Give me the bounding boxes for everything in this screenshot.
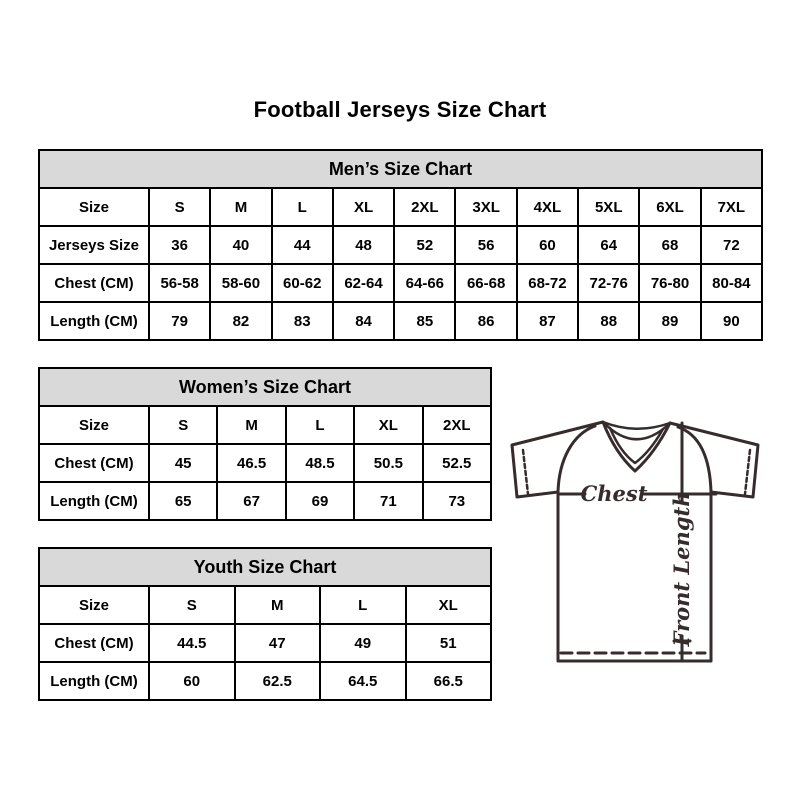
table-cell: 69 bbox=[286, 482, 354, 520]
table-cell: 68 bbox=[639, 226, 700, 264]
table-cell: 4XL bbox=[517, 188, 578, 226]
table-cell: 87 bbox=[517, 302, 578, 340]
table-cell: 52 bbox=[394, 226, 455, 264]
table-cell: 56-58 bbox=[149, 264, 210, 302]
table-cell: 51 bbox=[406, 624, 492, 662]
table-cell: 6XL bbox=[639, 188, 700, 226]
table-cell: 7XL bbox=[701, 188, 762, 226]
table-cell: 82 bbox=[210, 302, 271, 340]
row-label: Chest (CM) bbox=[39, 264, 149, 302]
table-cell: 46.5 bbox=[217, 444, 285, 482]
table-cell: 47 bbox=[235, 624, 321, 662]
row-label: Size bbox=[39, 188, 149, 226]
table-cell: 2XL bbox=[394, 188, 455, 226]
page-title: Football Jerseys Size Chart bbox=[253, 97, 547, 122]
womens-size-table bbox=[38, 367, 492, 521]
table-cell: 72-76 bbox=[578, 264, 639, 302]
table-cell: 49 bbox=[320, 624, 406, 662]
table-cell: L bbox=[320, 586, 406, 624]
table-cell: L bbox=[286, 406, 354, 444]
table-cell: XL bbox=[333, 188, 394, 226]
table-cell: XL bbox=[354, 406, 422, 444]
table-cell: 60 bbox=[149, 662, 235, 700]
table-cell: 44.5 bbox=[149, 624, 235, 662]
table-cell: L bbox=[272, 188, 333, 226]
table-cell: 89 bbox=[639, 302, 700, 340]
table-cell: 86 bbox=[455, 302, 516, 340]
table-cell: 68-72 bbox=[517, 264, 578, 302]
table-cell: 90 bbox=[701, 302, 762, 340]
table-cell: 72 bbox=[701, 226, 762, 264]
front-length-label: Front Length bbox=[669, 491, 694, 647]
row-label: Length (CM) bbox=[39, 302, 149, 340]
table-cell: S bbox=[149, 586, 235, 624]
mens-size-table bbox=[38, 149, 763, 341]
table-cell: 84 bbox=[333, 302, 394, 340]
row-label: Jerseys Size bbox=[39, 226, 149, 264]
chest-label: Chest bbox=[580, 481, 648, 506]
table-cell: S bbox=[149, 406, 217, 444]
table-cell: 88 bbox=[578, 302, 639, 340]
row-label: Size bbox=[39, 406, 149, 444]
womens-table-grid bbox=[38, 367, 492, 521]
table-cell: XL bbox=[406, 586, 492, 624]
table-cell: 45 bbox=[149, 444, 217, 482]
table-cell: 62.5 bbox=[235, 662, 321, 700]
table-cell: S bbox=[149, 188, 210, 226]
table-cell: 64 bbox=[578, 226, 639, 264]
row-label: Length (CM) bbox=[39, 662, 149, 700]
table-cell: 80-84 bbox=[701, 264, 762, 302]
table-cell: 48 bbox=[333, 226, 394, 264]
jersey-right-cuff-stitching bbox=[745, 450, 750, 494]
table-cell: 66.5 bbox=[406, 662, 492, 700]
table-cell: 2XL bbox=[423, 406, 491, 444]
table-cell: 85 bbox=[394, 302, 455, 340]
table-cell: M bbox=[235, 586, 321, 624]
row-label: Size bbox=[39, 586, 149, 624]
table-cell: 60-62 bbox=[272, 264, 333, 302]
table-cell: 73 bbox=[423, 482, 491, 520]
table-cell: 60 bbox=[517, 226, 578, 264]
table-cell: 66-68 bbox=[455, 264, 516, 302]
youth-size-table bbox=[38, 547, 492, 701]
table-cell: 40 bbox=[210, 226, 271, 264]
table-cell: 56 bbox=[455, 226, 516, 264]
table-cell: M bbox=[217, 406, 285, 444]
table-header: Youth Size Chart bbox=[39, 548, 491, 586]
table-cell: 5XL bbox=[578, 188, 639, 226]
table-cell: 52.5 bbox=[423, 444, 491, 482]
table-cell: 67 bbox=[217, 482, 285, 520]
table-cell: 48.5 bbox=[286, 444, 354, 482]
table-cell: 76-80 bbox=[639, 264, 700, 302]
table-cell: 58-60 bbox=[210, 264, 271, 302]
jersey-left-cuff-stitching bbox=[523, 450, 528, 494]
row-label: Chest (CM) bbox=[39, 444, 149, 482]
table-cell: 83 bbox=[272, 302, 333, 340]
table-cell: 62-64 bbox=[333, 264, 394, 302]
row-label: Length (CM) bbox=[39, 482, 149, 520]
mens-table-grid bbox=[38, 149, 763, 341]
table-cell: 79 bbox=[149, 302, 210, 340]
table-header: Men’s Size Chart bbox=[39, 150, 762, 188]
table-cell: 50.5 bbox=[354, 444, 422, 482]
table-cell: 71 bbox=[354, 482, 422, 520]
jersey-measurement-diagram bbox=[503, 407, 777, 669]
table-cell: 3XL bbox=[455, 188, 516, 226]
table-cell: 65 bbox=[149, 482, 217, 520]
jersey-collar-top-edge bbox=[603, 422, 670, 429]
table-cell: 36 bbox=[149, 226, 210, 264]
youth-table-grid bbox=[38, 547, 492, 701]
row-label: Chest (CM) bbox=[39, 624, 149, 662]
table-cell: 64-66 bbox=[394, 264, 455, 302]
table-header: Women’s Size Chart bbox=[39, 368, 491, 406]
table-cell: 44 bbox=[272, 226, 333, 264]
table-cell: M bbox=[210, 188, 271, 226]
table-cell: 64.5 bbox=[320, 662, 406, 700]
